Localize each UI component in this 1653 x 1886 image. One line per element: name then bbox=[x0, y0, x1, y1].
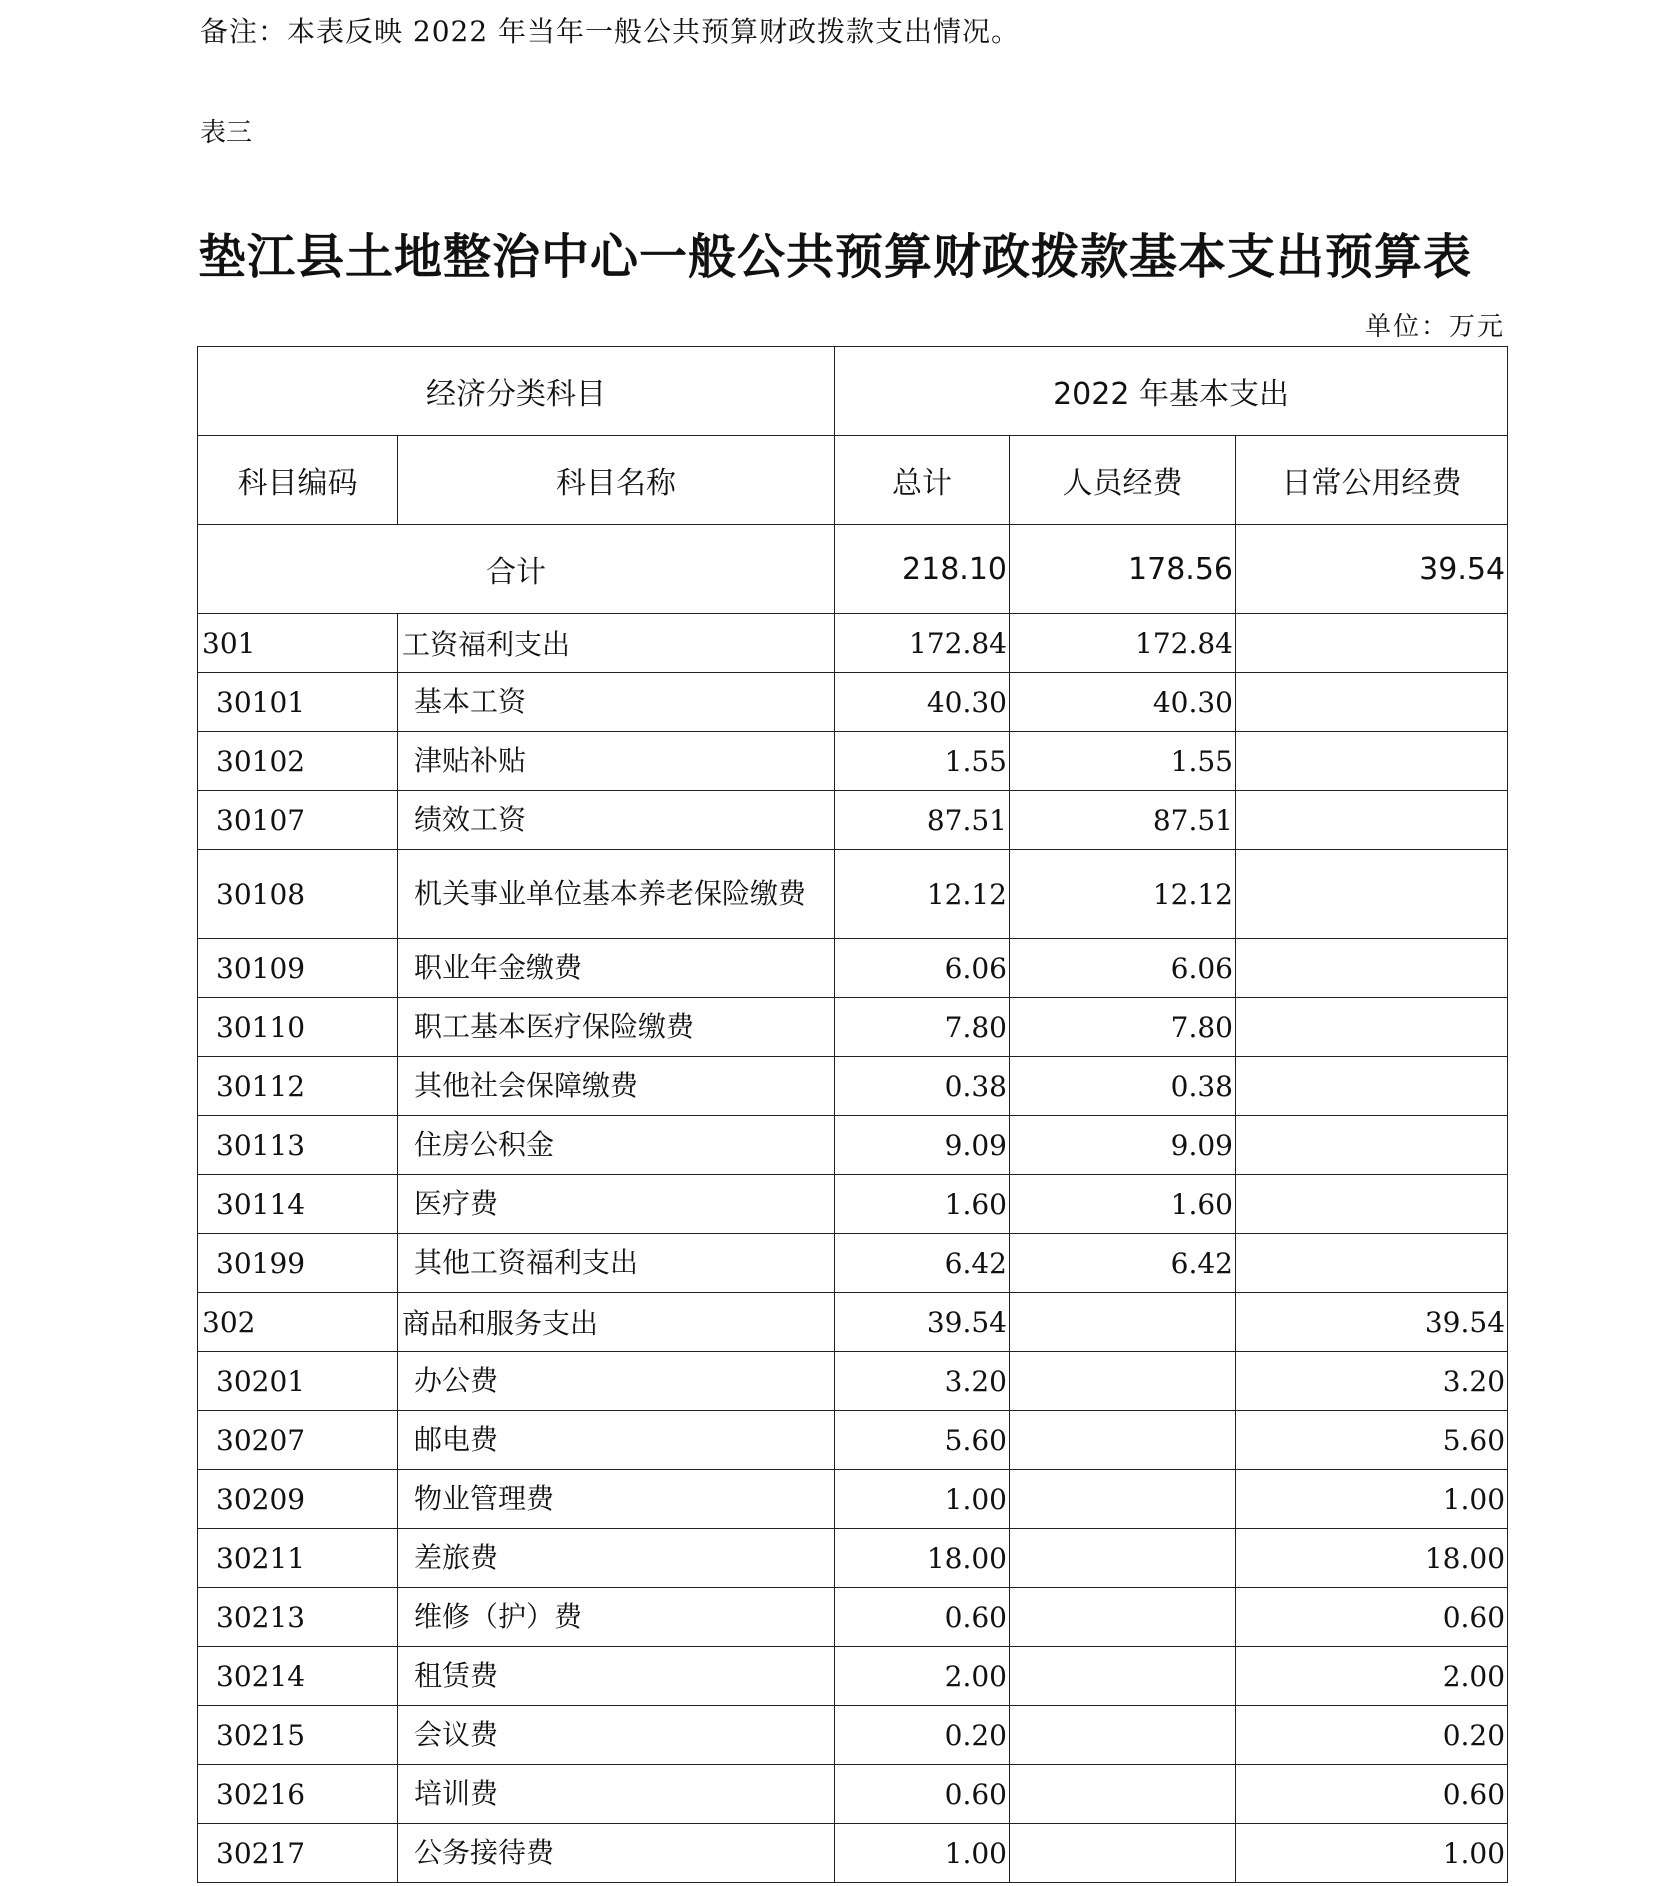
header-code: 科目编码 bbox=[198, 436, 398, 525]
cell-code: 30113 bbox=[198, 1116, 398, 1175]
cell-personnel: 172.84 bbox=[1010, 614, 1236, 673]
cell-personnel: 40.30 bbox=[1010, 673, 1236, 732]
cell-code: 30101 bbox=[198, 673, 398, 732]
cell-code: 30114 bbox=[198, 1175, 398, 1234]
footnote: 备注：本表反映 2022 年当年一般公共预算财政拨款支出情况。 bbox=[200, 15, 1021, 48]
cell-personnel: 1.55 bbox=[1010, 732, 1236, 791]
header-personnel: 人员经费 bbox=[1010, 436, 1236, 525]
cell-public: 18.00 bbox=[1236, 1529, 1508, 1588]
cell-personnel bbox=[1010, 1411, 1236, 1470]
cell-personnel: 1.60 bbox=[1010, 1175, 1236, 1234]
cell-code: 30108 bbox=[198, 850, 398, 939]
table-row bbox=[198, 614, 1508, 673]
cell-total: 0.38 bbox=[835, 1057, 1010, 1116]
cell-public bbox=[1236, 1234, 1508, 1293]
cell-code: 30211 bbox=[198, 1529, 398, 1588]
cell-code: 30217 bbox=[198, 1824, 398, 1883]
cell-public: 1.00 bbox=[1236, 1824, 1508, 1883]
cell-total: 2.00 bbox=[835, 1647, 1010, 1706]
table-row bbox=[198, 1529, 1508, 1588]
cell-public: 5.60 bbox=[1236, 1411, 1508, 1470]
cell-name: 医疗费 bbox=[398, 1175, 835, 1234]
table-row bbox=[198, 1175, 1508, 1234]
table-row bbox=[198, 1470, 1508, 1529]
cell-name: 租赁费 bbox=[398, 1647, 835, 1706]
cell-personnel bbox=[1010, 1352, 1236, 1411]
cell-total: 6.06 bbox=[835, 939, 1010, 998]
cell-code: 302 bbox=[198, 1293, 398, 1352]
cell-name: 津贴补贴 bbox=[398, 732, 835, 791]
cell-name: 住房公积金 bbox=[398, 1116, 835, 1175]
total-value: 218.10 bbox=[835, 525, 1010, 614]
cell-total: 40.30 bbox=[835, 673, 1010, 732]
cell-code: 30213 bbox=[198, 1588, 398, 1647]
cell-public bbox=[1236, 791, 1508, 850]
cell-public: 0.20 bbox=[1236, 1706, 1508, 1765]
total-label: 合计 bbox=[198, 525, 835, 614]
cell-name: 工资福利支出 bbox=[398, 614, 835, 673]
cell-total: 1.55 bbox=[835, 732, 1010, 791]
table-row bbox=[198, 1647, 1508, 1706]
cell-code: 30112 bbox=[198, 1057, 398, 1116]
cell-code: 30102 bbox=[198, 732, 398, 791]
cell-name: 差旅费 bbox=[398, 1529, 835, 1588]
cell-total: 12.12 bbox=[835, 850, 1010, 939]
cell-public bbox=[1236, 614, 1508, 673]
cell-personnel: 9.09 bbox=[1010, 1116, 1236, 1175]
cell-total: 9.09 bbox=[835, 1116, 1010, 1175]
table-row bbox=[198, 673, 1508, 732]
table-row bbox=[198, 1765, 1508, 1824]
cell-public bbox=[1236, 1116, 1508, 1175]
header-row-columns bbox=[198, 436, 1508, 525]
header-total: 总计 bbox=[835, 436, 1010, 525]
cell-code: 30109 bbox=[198, 939, 398, 998]
total-row bbox=[198, 525, 1508, 614]
cell-name: 基本工资 bbox=[398, 673, 835, 732]
cell-total: 1.00 bbox=[835, 1470, 1010, 1529]
table-row bbox=[198, 791, 1508, 850]
cell-total: 0.60 bbox=[835, 1588, 1010, 1647]
table-row bbox=[198, 1706, 1508, 1765]
cell-public bbox=[1236, 732, 1508, 791]
cell-name: 公务接待费 bbox=[398, 1824, 835, 1883]
cell-total: 5.60 bbox=[835, 1411, 1010, 1470]
budget-table bbox=[197, 346, 1508, 1883]
cell-code: 30110 bbox=[198, 998, 398, 1057]
cell-name: 机关事业单位基本养老保险缴费 bbox=[398, 850, 835, 939]
cell-personnel: 6.06 bbox=[1010, 939, 1236, 998]
header-basic-expenditure-2022: 2022 年基本支出 bbox=[835, 347, 1508, 436]
total-public: 39.54 bbox=[1236, 525, 1508, 614]
cell-name: 物业管理费 bbox=[398, 1470, 835, 1529]
cell-code: 30209 bbox=[198, 1470, 398, 1529]
cell-personnel: 6.42 bbox=[1010, 1234, 1236, 1293]
unit-label: 单位：万元 bbox=[1364, 312, 1505, 342]
cell-name: 办公费 bbox=[398, 1352, 835, 1411]
table-row bbox=[198, 1411, 1508, 1470]
cell-total: 7.80 bbox=[835, 998, 1010, 1057]
cell-total: 1.00 bbox=[835, 1824, 1010, 1883]
cell-name: 会议费 bbox=[398, 1706, 835, 1765]
table-row bbox=[198, 850, 1508, 939]
header-row-group bbox=[198, 347, 1508, 436]
cell-total: 18.00 bbox=[835, 1529, 1010, 1588]
table-row bbox=[198, 1057, 1508, 1116]
table-row bbox=[198, 1234, 1508, 1293]
cell-total: 0.60 bbox=[835, 1765, 1010, 1824]
cell-code: 30207 bbox=[198, 1411, 398, 1470]
cell-public bbox=[1236, 673, 1508, 732]
table-row bbox=[198, 1116, 1508, 1175]
cell-public: 3.20 bbox=[1236, 1352, 1508, 1411]
cell-public: 2.00 bbox=[1236, 1647, 1508, 1706]
cell-code: 30215 bbox=[198, 1706, 398, 1765]
table-row bbox=[198, 998, 1508, 1057]
cell-name: 职业年金缴费 bbox=[398, 939, 835, 998]
cell-personnel bbox=[1010, 1470, 1236, 1529]
cell-public bbox=[1236, 850, 1508, 939]
cell-personnel bbox=[1010, 1706, 1236, 1765]
cell-name: 邮电费 bbox=[398, 1411, 835, 1470]
header-economic-category: 经济分类科目 bbox=[198, 347, 835, 436]
cell-personnel: 87.51 bbox=[1010, 791, 1236, 850]
cell-public: 0.60 bbox=[1236, 1588, 1508, 1647]
header-public: 日常公用经费 bbox=[1236, 436, 1508, 525]
table-row bbox=[198, 1588, 1508, 1647]
cell-name: 维修（护）费 bbox=[398, 1588, 835, 1647]
cell-name: 商品和服务支出 bbox=[398, 1293, 835, 1352]
cell-code: 30201 bbox=[198, 1352, 398, 1411]
cell-name: 职工基本医疗保险缴费 bbox=[398, 998, 835, 1057]
cell-personnel bbox=[1010, 1765, 1236, 1824]
cell-personnel bbox=[1010, 1647, 1236, 1706]
cell-name: 绩效工资 bbox=[398, 791, 835, 850]
cell-public bbox=[1236, 939, 1508, 998]
cell-code: 30107 bbox=[198, 791, 398, 850]
cell-personnel bbox=[1010, 1824, 1236, 1883]
header-name: 科目名称 bbox=[398, 436, 835, 525]
cell-public bbox=[1236, 1057, 1508, 1116]
cell-public: 39.54 bbox=[1236, 1293, 1508, 1352]
cell-name: 其他社会保障缴费 bbox=[398, 1057, 835, 1116]
table-number-label: 表三 bbox=[200, 118, 253, 148]
table-row bbox=[198, 732, 1508, 791]
cell-personnel: 12.12 bbox=[1010, 850, 1236, 939]
cell-personnel: 7.80 bbox=[1010, 998, 1236, 1057]
cell-total: 0.20 bbox=[835, 1706, 1010, 1765]
cell-personnel bbox=[1010, 1588, 1236, 1647]
cell-total: 1.60 bbox=[835, 1175, 1010, 1234]
cell-total: 87.51 bbox=[835, 791, 1010, 850]
page-title: 垫江县土地整治中心一般公共预算财政拨款基本支出预算表 bbox=[198, 229, 1473, 285]
cell-personnel: 0.38 bbox=[1010, 1057, 1236, 1116]
cell-code: 30214 bbox=[198, 1647, 398, 1706]
table-row bbox=[198, 1824, 1508, 1883]
cell-public bbox=[1236, 1175, 1508, 1234]
table-row bbox=[198, 1293, 1508, 1352]
cell-personnel bbox=[1010, 1529, 1236, 1588]
table-row bbox=[198, 939, 1508, 998]
total-personnel: 178.56 bbox=[1010, 525, 1236, 614]
cell-total: 3.20 bbox=[835, 1352, 1010, 1411]
cell-total: 172.84 bbox=[835, 614, 1010, 673]
cell-public: 0.60 bbox=[1236, 1765, 1508, 1824]
cell-total: 6.42 bbox=[835, 1234, 1010, 1293]
cell-public bbox=[1236, 998, 1508, 1057]
cell-total: 39.54 bbox=[835, 1293, 1010, 1352]
cell-name: 培训费 bbox=[398, 1765, 835, 1824]
table-row bbox=[198, 1352, 1508, 1411]
cell-code: 30216 bbox=[198, 1765, 398, 1824]
cell-personnel bbox=[1010, 1293, 1236, 1352]
cell-code: 30199 bbox=[198, 1234, 398, 1293]
cell-name: 其他工资福利支出 bbox=[398, 1234, 835, 1293]
cell-code: 301 bbox=[198, 614, 398, 673]
cell-public: 1.00 bbox=[1236, 1470, 1508, 1529]
